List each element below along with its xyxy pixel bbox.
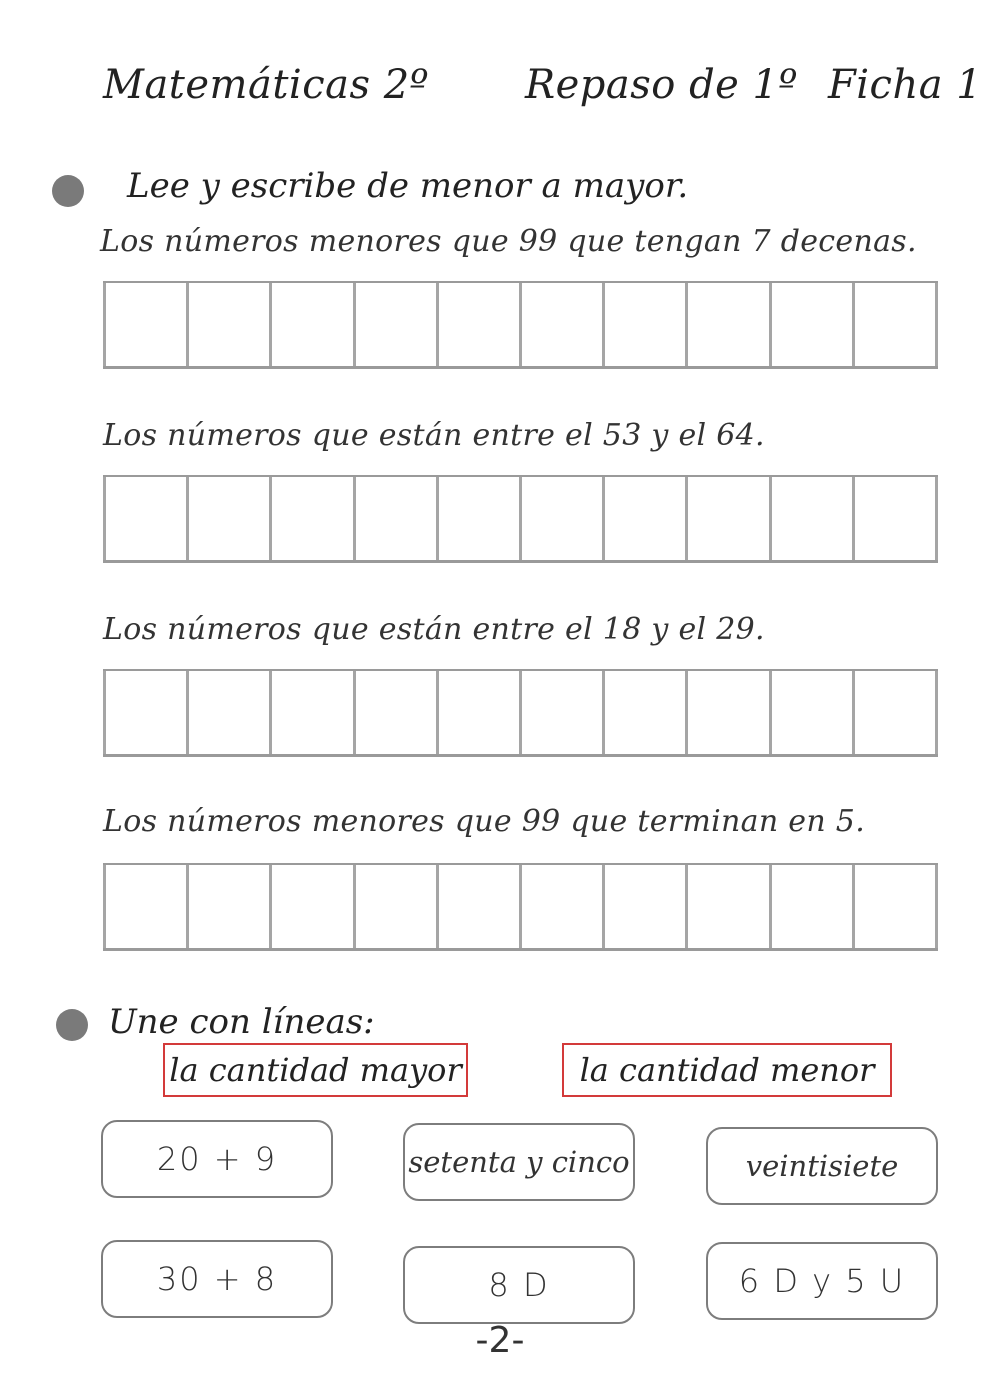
answer-box[interactable] (436, 477, 519, 560)
answer-box[interactable] (436, 671, 519, 754)
answer-box[interactable] (353, 865, 436, 948)
answer-row-4 (103, 863, 938, 951)
exercise-prompt-2: Los números que están entre el 53 y el 64. (103, 418, 765, 453)
match-card[interactable]: setenta y cinco (403, 1123, 635, 1201)
exercise-prompt-3: Los números que están entre el 18 y el 29. (103, 612, 765, 647)
answer-box[interactable] (519, 865, 602, 948)
answer-box[interactable] (436, 865, 519, 948)
answer-box[interactable] (103, 671, 186, 754)
answer-box[interactable] (519, 283, 602, 366)
match-card[interactable]: veintisiete (706, 1127, 938, 1205)
answer-box[interactable] (519, 477, 602, 560)
page-number: -2- (475, 1320, 525, 1361)
section1-title: Lee y escribe de menor a mayor. (127, 166, 689, 206)
answer-box[interactable] (852, 477, 938, 560)
label-lesser: la cantidad menor (562, 1043, 892, 1097)
exercise-prompt-4: Los números menores que 99 que terminan en 5. (103, 804, 866, 839)
answer-box[interactable] (353, 477, 436, 560)
answer-box[interactable] (602, 283, 685, 366)
answer-box[interactable] (519, 671, 602, 754)
answer-box[interactable] (353, 283, 436, 366)
answer-box[interactable] (769, 283, 852, 366)
answer-box[interactable] (602, 671, 685, 754)
answer-box[interactable] (186, 283, 269, 366)
exercise-prompt-1: Los números menores que 99 que tengan 7 decenas. (100, 224, 917, 259)
match-card[interactable]: 30 + 8 (101, 1240, 333, 1318)
answer-row-2 (103, 475, 938, 563)
answer-box[interactable] (103, 283, 186, 366)
sheet-title: Ficha 1 (828, 62, 983, 108)
match-card[interactable]: 8 D (403, 1246, 635, 1324)
answer-box[interactable] (602, 477, 685, 560)
answer-box[interactable] (852, 283, 938, 366)
answer-box[interactable] (602, 865, 685, 948)
answer-box[interactable] (685, 671, 768, 754)
subject-title: Matemáticas 2º (103, 62, 429, 108)
answer-box[interactable] (353, 671, 436, 754)
answer-box[interactable] (186, 477, 269, 560)
answer-box[interactable] (186, 865, 269, 948)
answer-box[interactable] (103, 477, 186, 560)
answer-box[interactable] (852, 671, 938, 754)
answer-box[interactable] (685, 283, 768, 366)
answer-box[interactable] (769, 671, 852, 754)
answer-row-1 (103, 281, 938, 369)
label-greater: la cantidad mayor (163, 1043, 468, 1097)
answer-box[interactable] (769, 477, 852, 560)
answer-box[interactable] (852, 865, 938, 948)
answer-box[interactable] (269, 671, 352, 754)
match-card[interactable]: 6 D y 5 U (706, 1242, 938, 1320)
answer-box[interactable] (685, 477, 768, 560)
answer-box[interactable] (103, 865, 186, 948)
answer-box[interactable] (269, 477, 352, 560)
answer-box[interactable] (186, 671, 269, 754)
topic-title: Repaso de 1º (525, 62, 798, 108)
answer-box[interactable] (685, 865, 768, 948)
answer-box[interactable] (269, 283, 352, 366)
answer-box[interactable] (769, 865, 852, 948)
bullet-icon (52, 175, 84, 207)
bullet-icon (56, 1009, 88, 1041)
match-card[interactable]: 20 + 9 (101, 1120, 333, 1198)
answer-box[interactable] (436, 283, 519, 366)
section2-title: Une con líneas: (108, 1002, 375, 1042)
answer-row-3 (103, 669, 938, 757)
answer-box[interactable] (269, 865, 352, 948)
